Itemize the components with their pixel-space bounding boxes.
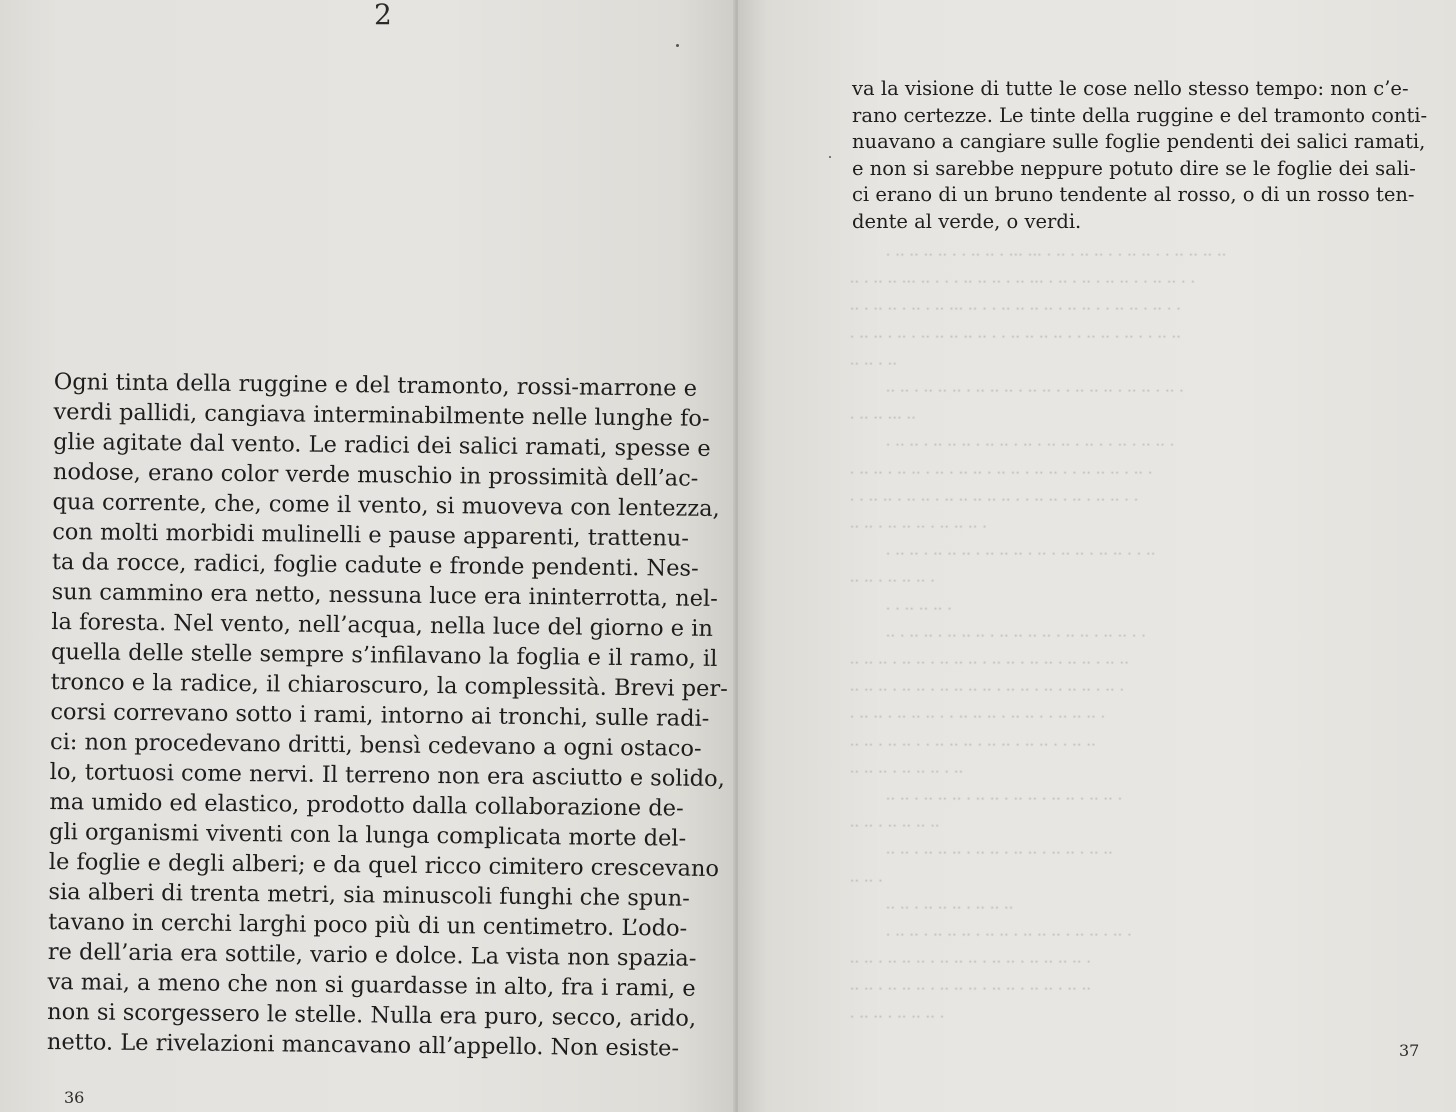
text-line: rano certezze. Le tinte della ruggine e del tramonto conti- [852, 103, 1428, 127]
text-line: qua corrente, che, come il vento, si muoveva con lentezza, [52, 488, 720, 522]
text-line: corsi correvano sotto i rami, intorno ai tronchi, sulle radi- [50, 698, 710, 732]
right-page-text [852, 76, 1428, 235]
text-line: quella delle stelle sempre s’infilavano la foglia e il ramo, il [50, 638, 718, 672]
text-line: re dell’aria era sottile, vario e dolce. La vista non spazia- [47, 938, 697, 972]
text-line: le foglie e degli alberi; e da quel ricco cimitero crescevano [48, 848, 720, 882]
text-line: netto. Le rivelazioni mancavano all’appello. Non esiste- [46, 1028, 680, 1062]
text-line: nodose, erano color verde muschio in prossimità dell’ac- [52, 458, 699, 492]
text-line: tronco e la radice, il chiaroscuro, la complessità. Brevi per- [50, 668, 728, 703]
text-line: verdi pallidi, cangiava interminabilmente nelle lunghe fo- [53, 398, 710, 432]
text-line: sia alberi di trenta metri, sia minuscoli funghi che spun- [48, 878, 690, 912]
text-line: Ogni tinta della ruggine e del tramonto, rossi-marrone e [53, 368, 698, 402]
text-line: ci: non procedevano dritti, bensì cedevano a ogni ostaco- [49, 728, 702, 762]
text-line: la foresta. Nel vento, nell’acqua, nella luce del giorno e in [51, 608, 714, 642]
faded-illegible-text: · ·· ·· ·· ·· · · ·· ·· · ··· ··· · ·· · ·· ·· · · ·· ·· · · ·· ·· ·· ·· ·· · ·· ·· ··· ·· · · · ·· ·· ·· · ·· ··· · ·· · ·· · ·· ·· · · ·· ·· · · ·· · ·· ·· · ·· · ·· ··· ·· · · ·· ·· ·· ·· · ·· ·· · · ·· ·· · ·· · · · ·· ·· · ·· · ·· ·· ·· ·· ·· · · ·· ·· ·· ·· · · ·· ·· · ·· · · ·· ·· ·· ·· · ·· ·· ·· · ·· ·· ·· · ·· ·· ·· · ·· ·· · · ·· ·· ·· · ·· ·· · ·· · · ·· ·· ··· ·· · ·· ·· · ·· ·· ·· · ·· ·· · ·· · ·· ·· · ·· · · ·· · ·· ·· · · ·· ·· · ·· ·· · ·· · ·· ·· · ·· ·· · ·· ·· · · ·· ·· ·· · ·· · · · ·· ·· · ·· ·· · ·· ·· ·· ·· ·· · · ·· ·· · ·· · ·· ·· · · ·· ·· · ·· ·· ·· · ·· ·· ·· · · ·· ·· · ·· ·· ·· · ·· ·· ·· · ·· · ·· ·· · ·· ·· · · ·· ·· ·· · ·· ·· ·· · · · ·· ·· ·· · ·· · ·· ·· · ·· ·· ·· · ·· ·· ·· ·· · ·· ·· · ·· ·· · · ·· ·· ·· · ·· ·· · ·· ·· ·· · ·· ·· · ·· ·· · ·· ·· · ·· ·· ·· ·· ·· · ·· ·· · ·· ·· ·· ·· · ·· ·· · ·· · ·· ·· · ·· · · ·· ·· · ·· ·· ·· · · ·· ·· ·· · ·· ·· · · ·· ·· ·· · ·· ·· · ·· ·· · · ·· ·· ·· · ·· ·· · ·· ·· · · ·· ·· ·· ·· ·· · ·· ·· ·· · ·· ·· ·· · ·· ·· ·· · ·· ·· · ·· ·· · ·· ·· · ·· ·· · ·· ·· · ·· ·· ·· ·· ·· ·· · ·· ·· ·· · ·· ·· · ·· ·· · ·· ·· · ·· ·· ·· ·· · ·· ·· · ·· ·· ·· · ·· ·· ·· · ·· ·· · ·· ·· ·· · ·· ·· · ·· ·· ·· · ·· ·· · ·· · ·· ·· · ·· ·· ·· · ·· ·· ·· · ·· ·· · ·· ·· ·· ·· · ·· ·· · ·· ·· ·· · ·· ·· ·· · ·· ·· · ·· ·· · ·· ·· · ·· ·· · ·· ·· ·· · [850, 248, 1227, 1025]
right-page [738, 0, 1456, 1112]
text-line: gli organismi viventi con la lunga complicata morte del- [48, 818, 687, 852]
text-line: lo, tortuosi come nervi. Il terreno non era asciutto e solido, [49, 758, 725, 793]
left-page-text [46, 367, 728, 1064]
text-line: ci erano di un bruno tendente al rosso, o di un rosso ten- [852, 183, 1415, 206]
ink-speck [676, 44, 679, 47]
page-number-left: 36 [64, 1088, 85, 1107]
text-line: va mai, a meno che non si guardasse in alto, fra i rami, e [47, 968, 696, 1002]
text-line: con molti morbidi mulinelli e pause apparenti, trattenu- [52, 518, 690, 552]
text-line: glie agitate dal vento. Le radici dei salici ramati, spesse e [53, 428, 711, 462]
ink-speck [829, 156, 831, 158]
text-line: e non si sarebbe neppure potuto dire se le foglie dei sali- [852, 156, 1416, 180]
text-line: non si scorgessero le stelle. Nulla era puro, secco, arido, [47, 998, 697, 1032]
text-line: ma umido ed elastico, prodotto dalla collaborazione de- [49, 788, 684, 822]
text-line: nuavano a cangiare sulle foglie pendenti dei salici ramati, [852, 130, 1426, 153]
chapter-number: 2 [374, 0, 392, 31]
text-line: sun cammino era netto, nessuna luce era ininterrotta, nel- [51, 578, 718, 612]
text-line: va la visione di tutte le cose nello stesso tempo: non c’e- [852, 77, 1409, 100]
text-line: tavano in cerchi larghi poco più di un centimetro. L’odo- [48, 908, 688, 942]
page-number-right: 37 [1399, 1041, 1420, 1060]
text-line: ta da rocce, radici, foglie cadute e fronde pendenti. Nes- [51, 548, 699, 582]
text-line: dente al verde, o verdi. [852, 209, 1082, 233]
